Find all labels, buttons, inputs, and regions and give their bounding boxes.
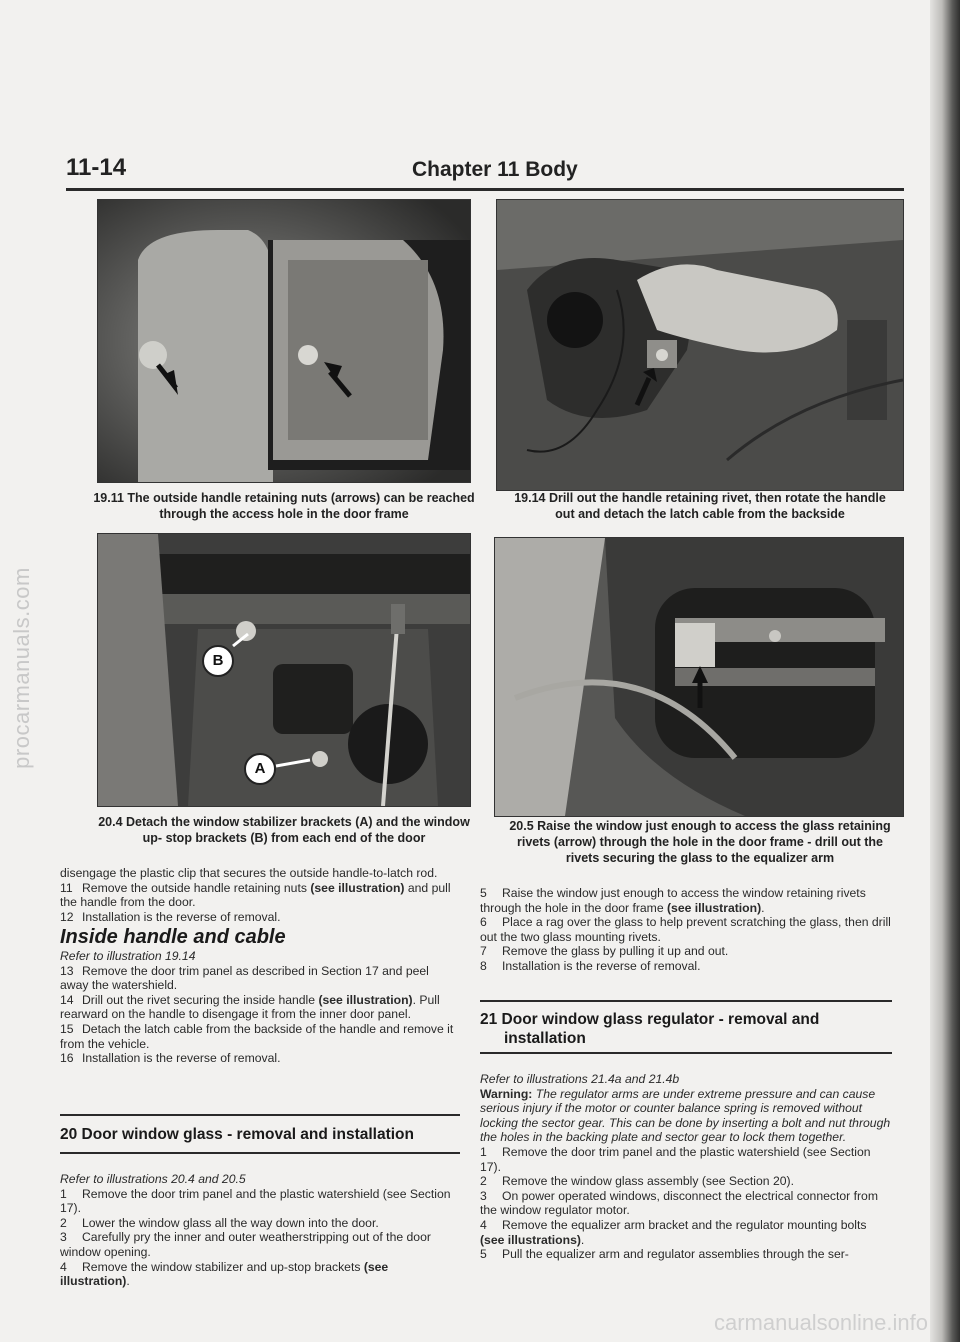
section21-title-line1: 21 Door window glass regulator - removal and <box>480 1011 820 1028</box>
step-number: 4 <box>60 1259 67 1274</box>
step-21-3 <box>480 1189 892 1218</box>
section21-title-line2: installation <box>504 1030 586 1047</box>
refer-20: Refer to illustrations 20.4 and 20.5 <box>60 1172 246 1186</box>
caption-20-4-line2: up- stop brackets (B) from each end of the door <box>142 831 426 845</box>
step-21-4 <box>480 1218 892 1247</box>
step-number: 12 <box>60 909 74 924</box>
step-text: Pull the equalizer arm and regulator assemblies through the ser- <box>502 1247 849 1262</box>
marker-b: B <box>202 645 234 677</box>
step-13 <box>60 964 460 993</box>
refer-19-14: Refer to illustration 19.14 <box>60 948 196 963</box>
step-number: 1 <box>480 1144 487 1159</box>
warning-label: Warning: <box>480 1086 533 1101</box>
caption-20-5 <box>480 818 920 866</box>
caption-19-11-line2: through the access hole in the door frame <box>159 507 409 521</box>
left-intro: disengage the plastic clip that secures the outside handle-to-latch rod. <box>60 866 438 880</box>
step-21-2 <box>480 1174 892 1189</box>
photo-20-4-image <box>98 534 470 806</box>
photo-20-5-image <box>495 538 903 816</box>
step-number: 7 <box>480 944 487 959</box>
step-text-bold: (see illustration) <box>318 992 413 1007</box>
step-15 <box>60 1022 460 1051</box>
step-text: Installation is the reverse of removal. <box>82 1051 281 1066</box>
step-text: Installation is the reverse of removal. <box>502 958 701 973</box>
step-20-2 <box>60 1216 460 1231</box>
photo-20-5 <box>494 537 904 817</box>
step-number: 3 <box>60 1230 67 1245</box>
photo-20-4 <box>97 533 471 807</box>
step-text-bold: (see illustration) <box>60 1259 389 1289</box>
photo-19-14-image <box>497 200 903 490</box>
caption-19-14 <box>480 490 920 522</box>
step-number: 5 <box>480 886 487 900</box>
step-text-end: . <box>126 1274 130 1289</box>
step-text: Carefully pry the inner and outer weatherstripping out of the door window opening. <box>60 1230 431 1259</box>
step-number: 15 <box>60 1021 74 1036</box>
step-20-1 <box>60 1187 460 1216</box>
step-text: On power operated windows, disconnect the electrical connector from the window regulator motor. <box>480 1188 878 1218</box>
step-text: Remove the window stabilizer and up-stop brackets <box>82 1259 364 1274</box>
step-text-end: . <box>580 1232 585 1247</box>
step-text: Place a rag over the glass to help prevent scratching the glass, then drill out the two glass mounting rivets. <box>480 915 891 944</box>
step-text: Drill out the rivet securing the inside handle <box>82 992 319 1007</box>
chapter-title: Chapter 11 Body <box>412 158 578 181</box>
right-column-text <box>480 886 892 974</box>
step-text: Detach the latch cable from the backside of the handle and remove it from the vehicle. <box>60 1021 454 1051</box>
step-number: 4 <box>480 1217 487 1232</box>
step-20-8 <box>480 959 892 974</box>
section21-title <box>480 1010 892 1048</box>
watermark-bottom: carmanualsonline.info <box>713 1310 928 1335</box>
step-number: 2 <box>60 1215 67 1230</box>
watermark-left: procarmanuals.com <box>9 567 34 769</box>
marker-a: A <box>244 753 276 785</box>
step-number: 16 <box>60 1051 74 1066</box>
step-text-end: and pull the handle from the door. <box>60 880 451 910</box>
step-text-bold: (see illustration) <box>667 900 762 915</box>
caption-20-5-line3: rivets securing the glass to the equalizer arm <box>565 851 835 865</box>
step-text: Installation is the reverse of removal. <box>82 909 281 924</box>
page-number: 11-14 <box>66 154 127 181</box>
step-12 <box>60 910 460 925</box>
step-text: Remove the door trim panel and the plastic watershield (see Section 17). <box>60 1186 451 1216</box>
book-spine-shadow <box>930 0 960 1342</box>
step-number: 13 <box>60 963 74 978</box>
caption-19-11 <box>60 490 508 522</box>
photo-19-11-image <box>98 200 470 482</box>
caption-19-14-line1: 19.14 Drill out the handle retaining rivet, then rotate the handle <box>514 491 886 505</box>
caption-19-11-line1: 19.11 The outside handle retaining nuts (arrows) can be reached <box>93 491 475 505</box>
step-text: Remove the window glass assembly (see Section 20). <box>502 1174 794 1189</box>
step-16 <box>60 1051 460 1066</box>
section21-rule-top <box>480 1000 892 1002</box>
step-number: 8 <box>480 958 487 973</box>
step-20-5 <box>480 886 892 915</box>
step-21-5 <box>480 1247 892 1262</box>
step-text: Remove the outside handle retaining nuts <box>82 880 311 895</box>
step-20-4 <box>60 1260 460 1289</box>
step-21-1 <box>480 1145 892 1174</box>
step-text: Remove the door trim panel and the plastic watershield (see Section 17). <box>480 1144 871 1174</box>
section21-rule-bottom <box>480 1052 892 1054</box>
caption-20-5-line2: rivets (arrow) through the hole in the door frame - drill out the <box>517 835 883 849</box>
step-text-bold: (see illustrations) <box>480 1232 581 1247</box>
caption-20-4-line1: 20.4 Detach the window stabilizer brackets (A) and the window <box>98 815 470 829</box>
step-text: Remove the door trim panel as described in Section 17 and peel away the watershield. <box>60 963 429 993</box>
step-14 <box>60 993 460 1022</box>
step-number: 1 <box>60 1186 67 1201</box>
refer-21: Refer to illustrations 21.4a and 21.4b <box>480 1072 680 1086</box>
left-steps-a <box>60 881 460 925</box>
step-text-end: . Pull rearward on the handle to disengage it from the inner door panel. <box>60 992 440 1022</box>
step-number: 14 <box>60 992 74 1007</box>
warning-paragraph <box>480 1087 892 1145</box>
step-text: Remove the equalizer arm bracket and the regulator mounting bolts <box>502 1217 867 1232</box>
subhead-inside-handle: Inside handle and cable <box>60 926 286 949</box>
section20-title: 20 Door window glass - removal and installation <box>60 1126 414 1143</box>
step-20-7 <box>480 944 892 959</box>
section20-rule-top <box>60 1114 460 1116</box>
header-rule <box>66 188 904 191</box>
warning-text: The regulator arms are under extreme pressure and can cause serious injury if the motor or counter balance spring is removed without locking the sector gear. This can be done by inserting a bolt and nut through the holes in the backing plate and sector gear to lock them together. <box>480 1086 891 1145</box>
photo-19-14 <box>496 199 904 491</box>
section20-text <box>60 1172 460 1289</box>
caption-20-4 <box>60 814 508 846</box>
step-text: Raise the window just enough to access the window retaining rivets through the hole in the door frame <box>480 886 866 915</box>
step-number: 5 <box>480 1247 487 1262</box>
step-text: Remove the glass by pulling it up and out. <box>502 944 729 959</box>
caption-19-14-line2: out and detach the latch cable from the backside <box>555 507 845 521</box>
page-header <box>66 150 906 190</box>
left-column-text <box>60 866 460 1066</box>
step-text-end: . <box>761 900 765 915</box>
step-20-3 <box>60 1230 460 1259</box>
section20-rule-bottom <box>60 1152 460 1154</box>
step-11 <box>60 881 460 910</box>
step-number: 6 <box>480 915 487 930</box>
section21-text <box>480 1072 892 1262</box>
photo-19-11 <box>97 199 471 483</box>
step-number: 3 <box>480 1188 487 1203</box>
step-number: 11 <box>60 880 73 895</box>
step-20-6 <box>480 915 892 944</box>
caption-20-5-line1: 20.5 Raise the window just enough to access the glass retaining <box>509 819 891 833</box>
step-text: Lower the window glass all the way down into the door. <box>82 1215 379 1230</box>
step-number: 2 <box>480 1174 487 1189</box>
step-text-bold: (see illustration) <box>310 880 405 895</box>
